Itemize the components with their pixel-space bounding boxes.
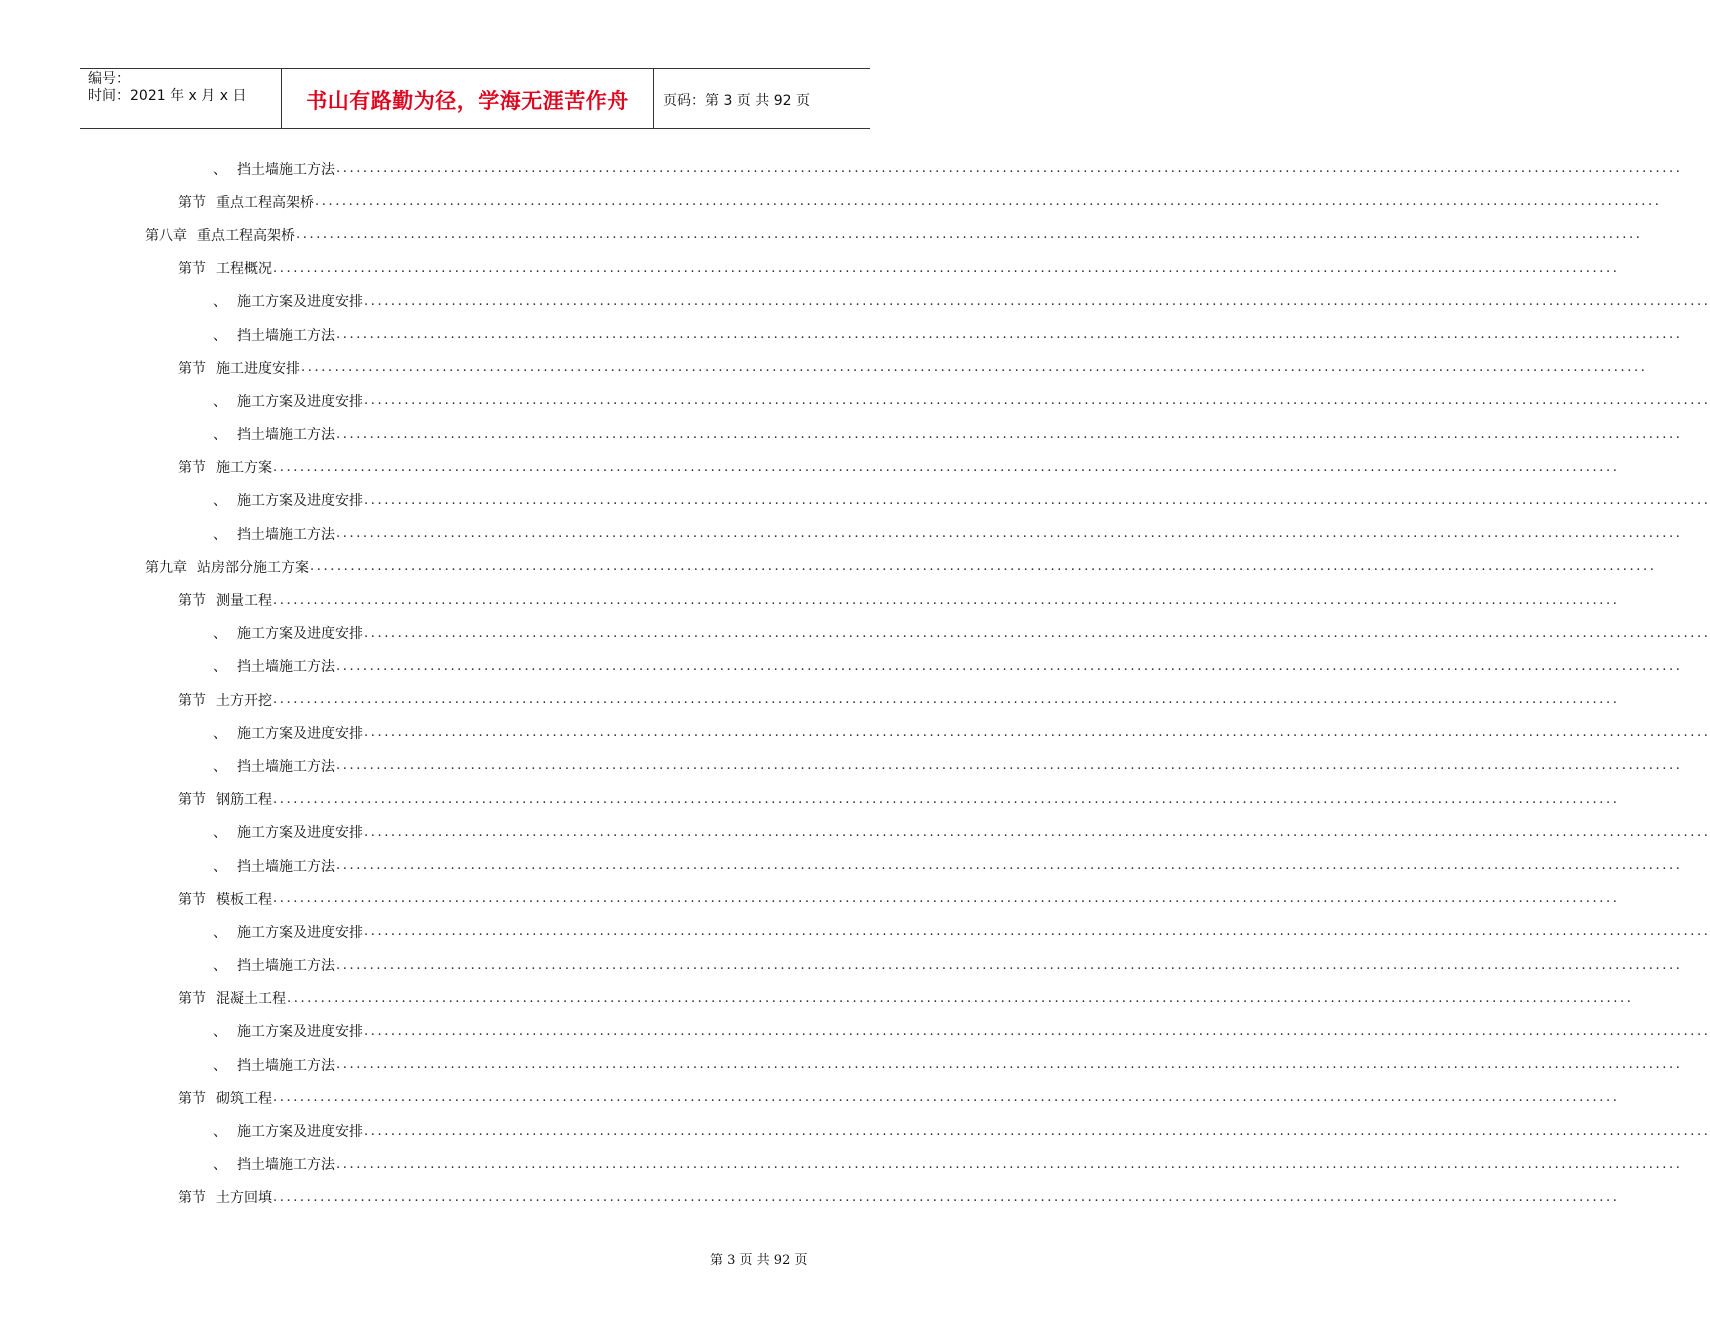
toc-leader-dots: ........................................................................................................................................................................................................ bbox=[364, 924, 1710, 940]
toc-entry[interactable] bbox=[0, 1015, 1710, 1048]
toc-entry[interactable] bbox=[0, 185, 1662, 218]
toc-leader-dots: ........................................................................................................................................................................................................ bbox=[364, 1123, 1710, 1139]
toc-leader-dots: ........................................................................................................................................................................................................ bbox=[273, 459, 1620, 475]
toc-entry-prefix: 、 bbox=[213, 294, 227, 311]
toc-entry-title: 混凝土工程 bbox=[216, 991, 286, 1008]
toc-leader-dots: ........................................................................................................................................................................................................ bbox=[364, 824, 1710, 840]
toc-entry-prefix: 、 bbox=[213, 825, 227, 842]
toc-entry-title: 施工方案 bbox=[216, 460, 272, 477]
toc-leader-dots: ........................................................................................................................................................................................................ bbox=[273, 791, 1620, 807]
toc-entry[interactable] bbox=[0, 949, 1683, 982]
toc-entry-label bbox=[213, 1154, 335, 1174]
toc-entry-label bbox=[213, 159, 335, 179]
toc-entry[interactable] bbox=[0, 849, 1683, 882]
toc-leader-dots: ........................................................................................................................................................................................................ bbox=[273, 1090, 1620, 1106]
toc-entry-title: 施工方案及进度安排 bbox=[237, 294, 363, 311]
toc-entry[interactable] bbox=[0, 550, 1657, 583]
toc-entry-prefix: 、 bbox=[213, 327, 227, 344]
toc-entry[interactable] bbox=[0, 1048, 1683, 1081]
toc-entry-prefix: 第节 bbox=[178, 360, 206, 377]
toc-entry-title: 施工方案及进度安排 bbox=[237, 626, 363, 643]
toc-entry-title: 施工方案及进度安排 bbox=[237, 493, 363, 510]
toc-entry-title: 挡土墙施工方法 bbox=[237, 758, 335, 775]
toc-entry-prefix: 第节 bbox=[178, 1190, 206, 1207]
toc-entry-label bbox=[213, 391, 363, 411]
toc-entry[interactable] bbox=[0, 484, 1710, 517]
toc-entry-label bbox=[213, 623, 363, 643]
toc-leader-dots: ........................................................................................................................................................................................................ bbox=[273, 592, 1620, 608]
toc-entry[interactable] bbox=[0, 152, 1683, 185]
toc-entry[interactable] bbox=[0, 816, 1710, 849]
toc-entry-label bbox=[213, 822, 363, 842]
toc-entry-label bbox=[178, 192, 314, 212]
toc-entry-title: 重点工程高架桥 bbox=[197, 227, 295, 244]
toc-leader-dots: ........................................................................................................................................................................................................ bbox=[336, 658, 1683, 674]
toc-entry-prefix: 第节 bbox=[178, 692, 206, 709]
toc-leader-dots: ........................................................................................................................................................................................................ bbox=[273, 1189, 1620, 1205]
toc-leader-dots: ........................................................................................................................................................................................................ bbox=[273, 891, 1620, 907]
document-number-label: 编号： bbox=[88, 71, 130, 87]
toc-entry-prefix: 第节 bbox=[178, 991, 206, 1008]
toc-entry[interactable] bbox=[0, 1081, 1620, 1114]
toc-entry-prefix: 、 bbox=[213, 626, 227, 643]
toc-entry-title: 土方回填 bbox=[216, 1190, 272, 1207]
toc-entry-title: 挡土墙施工方法 bbox=[237, 659, 335, 676]
toc-entry-prefix: 、 bbox=[213, 1124, 227, 1141]
toc-leader-dots: ........................................................................................................................................................................................................ bbox=[364, 725, 1710, 741]
toc-entry[interactable] bbox=[0, 1148, 1683, 1181]
toc-entry-prefix: 第八章 bbox=[145, 227, 187, 244]
toc-entry-title: 测量工程 bbox=[216, 593, 272, 610]
toc-entry[interactable] bbox=[0, 982, 1634, 1015]
toc-entry[interactable] bbox=[0, 451, 1620, 484]
toc-entry-title: 施工方案及进度安排 bbox=[237, 924, 363, 941]
toc-entry-label bbox=[178, 789, 272, 809]
toc-entry-prefix: 第节 bbox=[178, 593, 206, 610]
toc-entry-prefix: 第节 bbox=[178, 460, 206, 477]
toc-entry-label bbox=[213, 756, 335, 776]
toc-entry[interactable] bbox=[0, 285, 1710, 318]
toc-entry[interactable] bbox=[0, 218, 1643, 251]
toc-entry-label bbox=[213, 490, 363, 510]
toc-leader-dots: ........................................................................................................................................................................................................ bbox=[301, 360, 1648, 376]
toc-leader-dots: ........................................................................................................................................................................................................ bbox=[364, 293, 1710, 309]
toc-leader-dots: ........................................................................................................................................................................................................ bbox=[287, 990, 1634, 1006]
toc-entry-title: 土方开挖 bbox=[216, 692, 272, 709]
toc-entry-title: 施工方案及进度安排 bbox=[237, 725, 363, 742]
toc-entry-prefix: 、 bbox=[213, 659, 227, 676]
toc-entry-label bbox=[178, 590, 272, 610]
toc-entry[interactable] bbox=[0, 351, 1648, 384]
toc-entry-title: 模板工程 bbox=[216, 891, 272, 908]
toc-entry[interactable] bbox=[0, 650, 1683, 683]
page-header bbox=[80, 68, 870, 129]
toc-leader-dots: ........................................................................................................................................................................................................ bbox=[364, 492, 1710, 508]
toc-entry-title: 挡土墙施工方法 bbox=[237, 526, 335, 543]
toc-entry-label bbox=[145, 225, 295, 245]
toc-entry-title: 挡土墙施工方法 bbox=[237, 327, 335, 344]
toc-entry-label bbox=[178, 889, 272, 909]
toc-entry-title: 施工进度安排 bbox=[216, 360, 300, 377]
toc-entry-prefix: 、 bbox=[213, 924, 227, 941]
toc-entry-prefix: 、 bbox=[213, 858, 227, 875]
page-footer: 第 3 页 共 92 页 bbox=[710, 1253, 808, 1268]
toc-entry[interactable] bbox=[0, 517, 1683, 550]
toc-entry-prefix: 、 bbox=[213, 393, 227, 410]
toc-entry-prefix: 、 bbox=[213, 427, 227, 444]
toc-entry-label bbox=[213, 723, 363, 743]
toc-entry-prefix: 第节 bbox=[178, 891, 206, 908]
toc-entry-label bbox=[213, 325, 335, 345]
header-page-info: 页码：第 3 页 共 92 页 bbox=[663, 92, 810, 109]
toc-entry-prefix: 、 bbox=[213, 1024, 227, 1041]
toc-entry[interactable] bbox=[0, 882, 1620, 915]
toc-entry-title: 工程概况 bbox=[216, 261, 272, 278]
toc-entry-title: 施工方案及进度安排 bbox=[237, 1124, 363, 1141]
toc-entry-title: 挡土墙施工方法 bbox=[237, 958, 335, 975]
toc-entry-label bbox=[178, 690, 272, 710]
toc-entry-prefix: 、 bbox=[213, 1057, 227, 1074]
toc-entry-title: 钢筋工程 bbox=[216, 792, 272, 809]
toc-entry-label bbox=[213, 291, 363, 311]
toc-entry-prefix: 第节 bbox=[178, 1090, 206, 1107]
toc-leader-dots: ........................................................................................................................................................................................................ bbox=[364, 393, 1710, 409]
toc-leader-dots: ........................................................................................................................................................................................................ bbox=[336, 858, 1683, 874]
toc-entry-prefix: 第九章 bbox=[145, 559, 187, 576]
toc-leader-dots: ........................................................................................................................................................................................................ bbox=[336, 758, 1683, 774]
toc-entry[interactable] bbox=[0, 683, 1620, 716]
header-meta bbox=[80, 69, 282, 128]
toc-entry-prefix: 第节 bbox=[178, 194, 206, 211]
toc-entry-label bbox=[213, 424, 335, 444]
toc-leader-dots: ........................................................................................................................................................................................................ bbox=[336, 1057, 1683, 1073]
toc-entry-prefix: 、 bbox=[213, 758, 227, 775]
toc-leader-dots: ........................................................................................................................................................................................................ bbox=[273, 260, 1620, 276]
toc-entry[interactable] bbox=[0, 915, 1710, 948]
toc-entry-label bbox=[178, 358, 300, 378]
toc-entry[interactable] bbox=[0, 617, 1710, 650]
toc-entry-label bbox=[213, 856, 335, 876]
toc-entry[interactable] bbox=[0, 583, 1620, 616]
toc-entry-prefix: 、 bbox=[213, 1157, 227, 1174]
toc-entry-prefix: 第节 bbox=[178, 792, 206, 809]
toc-entry[interactable] bbox=[0, 384, 1710, 417]
toc-entry-title: 挡土墙施工方法 bbox=[237, 858, 335, 875]
toc-entry-prefix: 、 bbox=[213, 725, 227, 742]
toc-entry-title: 施工方案及进度安排 bbox=[237, 825, 363, 842]
toc-entry[interactable] bbox=[0, 252, 1620, 285]
table-of-contents bbox=[0, 152, 1710, 1214]
toc-entry-label bbox=[213, 656, 335, 676]
toc-entry-label bbox=[213, 922, 363, 942]
toc-entry-label bbox=[178, 1187, 272, 1207]
toc-leader-dots: ........................................................................................................................................................................................................ bbox=[336, 426, 1683, 442]
toc-leader-dots: ........................................................................................................................................................................................................ bbox=[310, 559, 1657, 575]
toc-entry[interactable] bbox=[0, 716, 1710, 749]
toc-leader-dots: ........................................................................................................................................................................................................ bbox=[315, 194, 1662, 210]
toc-leader-dots: ........................................................................................................................................................................................................ bbox=[336, 161, 1683, 177]
toc-entry-prefix: 、 bbox=[213, 526, 227, 543]
toc-leader-dots: ........................................................................................................................................................................................................ bbox=[364, 625, 1710, 641]
toc-entry-title: 挡土墙施工方法 bbox=[237, 427, 335, 444]
toc-entry-label bbox=[178, 988, 286, 1008]
toc-entry-title: 施工方案及进度安排 bbox=[237, 1024, 363, 1041]
toc-entry[interactable] bbox=[0, 749, 1683, 782]
toc-leader-dots: ........................................................................................................................................................................................................ bbox=[336, 327, 1683, 343]
toc-leader-dots: ........................................................................................................................................................................................................ bbox=[336, 957, 1683, 973]
toc-entry-prefix: 第节 bbox=[178, 261, 206, 278]
toc-entry-label bbox=[213, 1055, 335, 1075]
toc-entry-prefix: 、 bbox=[213, 958, 227, 975]
toc-entry-label bbox=[213, 1121, 363, 1141]
toc-entry-title: 站房部分施工方案 bbox=[197, 559, 309, 576]
toc-leader-dots: ........................................................................................................................................................................................................ bbox=[296, 227, 1643, 243]
toc-entry-label bbox=[178, 258, 272, 278]
toc-entry-prefix: 、 bbox=[213, 493, 227, 510]
toc-entry-title: 挡土墙施工方法 bbox=[237, 1157, 335, 1174]
toc-entry[interactable] bbox=[0, 418, 1683, 451]
toc-leader-dots: ........................................................................................................................................................................................................ bbox=[364, 1023, 1710, 1039]
toc-leader-dots: ........................................................................................................................................................................................................ bbox=[273, 692, 1620, 708]
toc-entry-label bbox=[145, 557, 309, 577]
document-date-label: 时间：2021 年 x 月 x 日 bbox=[88, 88, 247, 104]
header-motto: 书山有路勤为径，学海无涯苦作舟 bbox=[282, 69, 654, 128]
toc-entry-label bbox=[178, 1088, 272, 1108]
toc-entry[interactable] bbox=[0, 783, 1620, 816]
toc-entry-title: 重点工程高架桥 bbox=[216, 194, 314, 211]
toc-entry-title: 挡土墙施工方法 bbox=[237, 1057, 335, 1074]
toc-entry-title: 砌筑工程 bbox=[216, 1090, 272, 1107]
toc-entry[interactable] bbox=[0, 1114, 1710, 1147]
toc-entry-label bbox=[213, 1021, 363, 1041]
toc-entry-label bbox=[213, 955, 335, 975]
toc-entry-prefix: 、 bbox=[213, 161, 227, 178]
toc-entry-label bbox=[213, 524, 335, 544]
toc-entry[interactable] bbox=[0, 318, 1683, 351]
toc-entry-title: 挡土墙施工方法 bbox=[237, 161, 335, 178]
toc-leader-dots: ........................................................................................................................................................................................................ bbox=[336, 1156, 1683, 1172]
toc-entry[interactable] bbox=[0, 1181, 1620, 1214]
toc-entry-title: 施工方案及进度安排 bbox=[237, 393, 363, 410]
toc-leader-dots: ........................................................................................................................................................................................................ bbox=[336, 526, 1683, 542]
toc-entry-label bbox=[178, 457, 272, 477]
